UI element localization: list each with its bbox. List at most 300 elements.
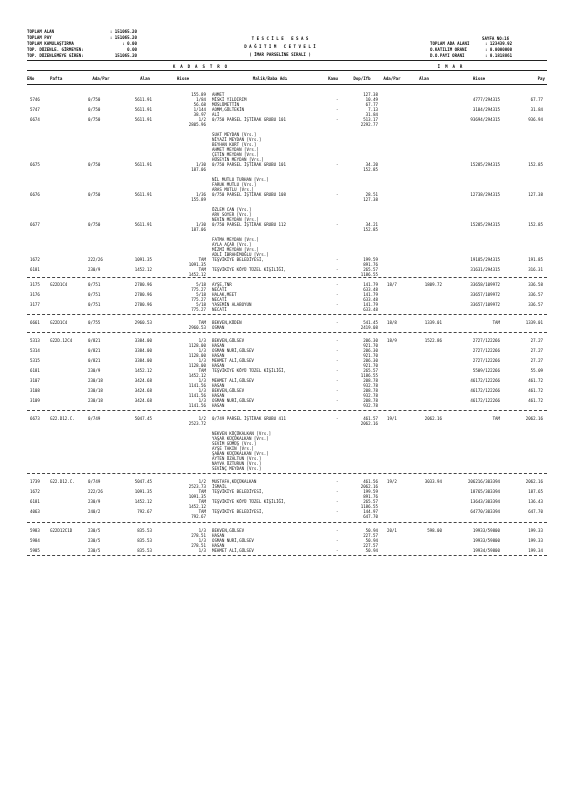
cell-dop: 2292.77 xyxy=(360,122,378,127)
cell-malik: MİSKİ YILDIRIM xyxy=(212,97,247,102)
column-header: Pay xyxy=(537,76,545,81)
cell-hisse: 278.51 xyxy=(191,533,206,538)
cell-dop: 208.78 xyxy=(363,378,378,383)
cell-pay: 461.72 xyxy=(528,398,543,403)
cell-pafta: G22D12C1D xyxy=(50,528,73,533)
cell-ada-par: 0/751 xyxy=(88,282,101,287)
cell-dop: 199.59 xyxy=(363,257,378,262)
cell-imar-hisse: 4777/294315 xyxy=(472,97,500,102)
cell-dop: 921.70 xyxy=(363,343,378,348)
cell-dop: 2062.16 xyxy=(360,421,378,426)
cell-malik: OSMAN NURİ,GÜLSEV xyxy=(212,348,254,353)
cell-kamu: - xyxy=(336,388,339,393)
cell-hisse: 1/2 xyxy=(198,416,206,421)
cell-kamu: - xyxy=(336,548,339,553)
cell-hisse: 1452.12 xyxy=(188,504,206,509)
cell-pay: 27.27 xyxy=(530,348,543,353)
cell-malik: TEŞVİKİYE BELEDİYESİ, xyxy=(212,509,264,514)
cell-kamu: - xyxy=(336,257,339,262)
cell-malik: SEVİM GÜMÜŞ [Vrs.] xyxy=(212,441,257,446)
cell-ada-par: 222/26 xyxy=(88,257,103,262)
cell-malik: ARAS MUTLU [Vrs.] xyxy=(212,187,254,192)
cell-eno: 6677 xyxy=(30,222,40,227)
cell-eno: 6181 xyxy=(30,267,40,272)
cell-eno: 6674 xyxy=(30,117,40,122)
cell-malik: FATMA MEYDAN [Vrs.] xyxy=(212,237,259,242)
cell-hisse: 1/3 xyxy=(198,538,206,543)
cell-malik: MEHMET ALİ,GÜLSEV xyxy=(212,548,254,553)
cell-pay: 136.43 xyxy=(528,499,543,504)
cell-hisse: 1/30 xyxy=(196,162,206,167)
cell-hisse: 1452.12 xyxy=(188,272,206,277)
cell-alan: 835.53 xyxy=(137,528,152,533)
cell-pafta: G22D.12C4 xyxy=(50,338,73,343)
cell-kamu: - xyxy=(336,489,339,494)
header-total-value: : 151065.20 xyxy=(109,29,137,34)
cell-imar-hisse: 13643/303394 xyxy=(470,499,500,504)
cell-malik: HALAK,MEET xyxy=(212,292,237,297)
cell-imar-alan: 1339.01 xyxy=(424,320,442,325)
group-separator xyxy=(27,277,547,278)
cell-malik: AYLA AÇAR [Vrs.] xyxy=(212,242,252,247)
cell-dop: 633.48 xyxy=(363,287,378,292)
cell-dop: 932.78 xyxy=(363,403,378,408)
cell-imar-ada-par: 18/8 xyxy=(387,320,397,325)
cell-kamu: - xyxy=(336,378,339,383)
cell-malik: ALİ xyxy=(212,112,220,117)
section-divider xyxy=(27,70,547,71)
cell-imar-hisse: 46172/122266 xyxy=(470,398,500,403)
cell-hisse: 1/3 xyxy=(198,338,206,343)
cell-hisse: TAM xyxy=(198,509,206,514)
cell-dop: 141.79 xyxy=(363,282,378,287)
column-header: Alan xyxy=(140,76,150,81)
cell-hisse: 2523.73 xyxy=(188,484,206,489)
cell-kamu: - xyxy=(336,292,339,297)
cell-ada-par: 230/5 xyxy=(88,548,101,553)
cell-malik: BEKVEN,GÜLSEV xyxy=(212,338,245,343)
cell-alan: 3424.68 xyxy=(134,398,152,403)
cell-pay: 67.77 xyxy=(530,97,543,102)
cell-malik: MUSTAFA,KÜÇÜKALKAN xyxy=(212,479,257,484)
cell-kamu: - xyxy=(336,267,339,272)
cell-alan: 835.53 xyxy=(137,538,152,543)
cell-malik: BEYHAN KURT [Vrs.] xyxy=(212,142,257,147)
cell-dop: 67.77 xyxy=(365,102,378,107)
cell-malik: NİL MUTLU TURHAN [Vrs.] xyxy=(212,177,269,182)
cell-malik: OSMAN NURİ,GÜLSEV xyxy=(212,538,254,543)
cell-pafta: G22.D12.C. xyxy=(50,416,75,421)
cell-pafta: G22.D12.C. xyxy=(50,479,75,484)
cell-dop: 31.84 xyxy=(365,112,378,117)
cell-hisse: 775.27 xyxy=(191,287,206,292)
cell-imar-hisse: 15285/294315 xyxy=(470,162,500,167)
cell-malik: MEHMET ALİ,GÜLSEV xyxy=(212,378,254,383)
cell-eno: 5983 xyxy=(30,528,40,533)
cell-imar-hisse: 12738/294315 xyxy=(470,192,500,197)
cell-eno: 5985 xyxy=(30,548,40,553)
header-ratio-label: TOPLAM ADA ALANI xyxy=(430,41,470,46)
page-number: SAYFA NO:16 xyxy=(482,36,510,41)
cell-dop: 127.38 xyxy=(363,197,378,202)
cell-dop: 461.57 xyxy=(363,416,378,421)
cell-hisse: 2523.72 xyxy=(188,421,206,426)
cell-kamu: - xyxy=(336,479,339,484)
cell-malik: OSMAN NURİ,GÜLSEV xyxy=(212,398,254,403)
cell-pay: 336.57 xyxy=(528,292,543,297)
cell-malik: HASAN xyxy=(212,343,225,348)
cell-hisse: 1/30 xyxy=(196,222,206,227)
cell-dop: 50.94 xyxy=(365,548,378,553)
cell-pay: 336.57 xyxy=(528,302,543,307)
cell-malik: NECATİ xyxy=(212,307,227,312)
cell-kamu: - xyxy=(336,358,339,363)
cell-pay: 1339.01 xyxy=(525,320,543,325)
header-ratio-value: : 0.1818861 xyxy=(485,53,513,58)
header-total-value: 0.00 xyxy=(127,47,137,52)
cell-malik: NİYAZİ MEYDAN [Vrs.] xyxy=(212,137,262,142)
column-header: Dop/Ifb xyxy=(353,76,371,81)
cell-dop: 152.85 xyxy=(363,167,378,172)
cell-imar-hisse: 33658/109972 xyxy=(470,282,500,287)
cell-imar-hisse: 3184/294315 xyxy=(472,107,500,112)
cell-hisse: 1/144 xyxy=(193,107,206,112)
cell-malik: 0/750 PARSEL İŞTİRAK GRUBU 101 xyxy=(212,117,286,122)
cell-pay: 187.65 xyxy=(528,489,543,494)
cell-pay: 199.33 xyxy=(528,528,543,533)
cell-ada-par: 230/5 xyxy=(88,538,101,543)
cell-malik: 0/750 PARSEL İŞTİRAK GRUBU 112 xyxy=(212,222,286,227)
cell-ada-par: 230/9 xyxy=(88,499,101,504)
cell-pay: 27.27 xyxy=(530,338,543,343)
cell-kamu: - xyxy=(336,282,339,287)
cell-hisse: 1/3 xyxy=(198,378,206,383)
cell-imar-alan: 2062.16 xyxy=(424,416,442,421)
cell-imar-hisse: 46172/122266 xyxy=(470,378,500,383)
cell-dop: 227.57 xyxy=(363,533,378,538)
cell-alan: 3384.00 xyxy=(134,348,152,353)
cell-hisse: 56.68 xyxy=(193,102,206,107)
cell-hisse: 1/3 xyxy=(198,398,206,403)
cell-hisse: TAM xyxy=(198,257,206,262)
header-total-label: TOP. DÜZENLEMEYE GİREN: xyxy=(27,53,84,58)
cell-pafta: G22D1C4 xyxy=(50,320,68,325)
cell-eno: 6181 xyxy=(30,499,40,504)
cell-kamu: - xyxy=(336,320,339,325)
cell-eno: 3175 xyxy=(30,282,40,287)
cell-pay: 647.70 xyxy=(528,509,543,514)
section-kadastro: K A D A S T R O xyxy=(172,64,228,69)
cell-dop: 50.94 xyxy=(365,538,378,543)
cell-hisse: 1452.12 xyxy=(188,373,206,378)
cell-ada-par: 0/750 xyxy=(88,222,101,227)
cell-pay: 152.85 xyxy=(528,222,543,227)
cell-imar-hisse: 2727/122266 xyxy=(472,348,500,353)
cell-imar-hisse: 18765/303394 xyxy=(470,489,500,494)
cell-kamu: - xyxy=(336,107,339,112)
cell-ada-par: 0/750 xyxy=(88,162,101,167)
cell-imar-hisse: 46172/122266 xyxy=(470,388,500,393)
cell-ada-par: 0/755 xyxy=(88,320,101,325)
cell-dop: 541.45 xyxy=(363,320,378,325)
cell-hisse: 1141.56 xyxy=(188,393,206,398)
cell-dop: 208.78 xyxy=(363,398,378,403)
section-imar: İ M A R xyxy=(437,64,463,69)
cell-malik: MİZMİ MEYDAN [Vrs.] xyxy=(212,247,259,252)
cell-ada-par: 222/26 xyxy=(88,489,103,494)
cell-malik: TEŞVİKİYE KÖYÜ TÜZEL KİŞİLİĞİ, xyxy=(212,499,286,504)
cell-kamu: - xyxy=(336,368,339,373)
cell-ada-par: 230/18 xyxy=(88,388,103,393)
cell-malik: OSMAN xyxy=(212,325,225,330)
cell-alan: 5047.45 xyxy=(134,479,152,484)
cell-kamu: - xyxy=(336,348,339,353)
cell-malik: AHMET MEYDAN [Vrs.] xyxy=(212,147,259,152)
cell-alan: 2780.96 xyxy=(134,282,152,287)
cell-dop: 1186.55 xyxy=(360,373,378,378)
cell-eno: 5314 xyxy=(30,348,40,353)
cell-kamu: - xyxy=(336,97,339,102)
cell-malik: TEŞVİKİYE KÖYÜ TÜZEL KİŞİLİĞİ, xyxy=(212,368,286,373)
cell-kamu: - xyxy=(336,222,339,227)
cell-malik: AYŞE TAKIN [Vrs.] xyxy=(212,446,254,451)
cell-malik: NEKVEN KÜÇÜKALKAN [Vrs.] xyxy=(212,431,272,436)
cell-pay: 316.31 xyxy=(528,267,543,272)
header-total-label: TOPLAM KAMULAŞTIRMA xyxy=(27,41,74,46)
cell-dop: 461.56 xyxy=(363,479,378,484)
cell-dop: 199.59 xyxy=(363,489,378,494)
cell-pay: 152.85 xyxy=(528,162,543,167)
header-total-value: : 151065.20 xyxy=(109,35,137,40)
cell-ada-par: 0/821 xyxy=(88,338,101,343)
column-header: ENo xyxy=(27,76,35,81)
cell-imar-ada-par: 18/7 xyxy=(387,282,397,287)
cell-ada-par: 240/2 xyxy=(88,509,101,514)
column-header: Hisse xyxy=(472,76,486,81)
cell-eno: 1739 xyxy=(30,479,40,484)
cell-imar-ada-par: 19/1 xyxy=(387,416,397,421)
cell-dop: 127.38 xyxy=(363,92,378,97)
cell-dop: 28.51 xyxy=(365,192,378,197)
cell-ada-par: 230/9 xyxy=(88,267,101,272)
cell-ada-par: 230/18 xyxy=(88,378,103,383)
cell-ada-par: 0/751 xyxy=(88,292,101,297)
cell-hisse: 775.27 xyxy=(191,297,206,302)
cell-hisse: 1/3 xyxy=(198,388,206,393)
cell-pay: 31.84 xyxy=(530,107,543,112)
cell-dop: 921.70 xyxy=(363,363,378,368)
cell-imar-hisse: 31631/294315 xyxy=(470,267,500,272)
cell-hisse: 187.06 xyxy=(191,167,206,172)
cell-hisse: 1141.56 xyxy=(188,383,206,388)
cell-imar-hisse: 93694/294315 xyxy=(470,117,500,122)
cell-ada-par: 0/750 xyxy=(88,117,101,122)
header-total-label: TOPLAM PAY xyxy=(27,35,52,40)
cell-dop: 265.57 xyxy=(363,267,378,272)
cell-eno: 5315 xyxy=(30,358,40,363)
cell-dop: 265.57 xyxy=(363,368,378,373)
cell-dop: 144.97 xyxy=(363,509,378,514)
cell-kamu: - xyxy=(336,117,339,122)
cell-eno: 1672 xyxy=(30,257,40,262)
cell-malik: ÇETİN MEYDAN [Vrs.] xyxy=(212,152,259,157)
cell-malik: ŞABAN KÜÇÜKALKAN [Vrs.] xyxy=(212,451,269,456)
cell-eno: 6676 xyxy=(30,192,40,197)
cell-dop: 34.21 xyxy=(365,222,378,227)
document-subtitle: D A Ğ I T I M C E T V E L İ xyxy=(244,44,316,49)
cell-malik: NECATİ xyxy=(212,297,227,302)
header-total-value: 151065.20 xyxy=(114,53,137,58)
cell-malik: NAYVA ÖZTURUN [Vrs.] xyxy=(212,461,262,466)
cell-imar-hisse: 64770/303394 xyxy=(470,509,500,514)
cell-pay: 2062.16 xyxy=(525,479,543,484)
cell-malik: HASAN xyxy=(212,403,225,408)
cell-eno: 4063 xyxy=(30,509,40,514)
cell-alan: 3424.68 xyxy=(134,378,152,383)
header-ratio-value: : 123439.92 xyxy=(485,41,513,46)
cell-dop: 206.30 xyxy=(363,358,378,363)
header-total-label: TOPLAM ALAN xyxy=(27,29,55,34)
cell-dop: 227.57 xyxy=(363,543,378,548)
cell-pay: 936.94 xyxy=(528,117,543,122)
cell-malik: ADLİ İBRAHİMOĞLU [Vrs.] xyxy=(212,252,269,257)
cell-dop: 265.57 xyxy=(363,499,378,504)
cell-ada-par: 0/750 xyxy=(88,192,101,197)
cell-dop: 2062.16 xyxy=(360,484,378,489)
cell-kamu: - xyxy=(336,416,339,421)
cell-malik: 0/750 PARSEL İŞTİRAK GRUBU 108 xyxy=(212,192,286,197)
cell-imar-ada-par: 18/9 xyxy=(387,338,397,343)
cell-ada-par: 0/821 xyxy=(88,348,101,353)
cell-dop: 10.49 xyxy=(365,97,378,102)
cell-eno: 5746 xyxy=(30,97,40,102)
cell-hisse: TAM xyxy=(198,368,206,373)
cell-hisse: 1/2 xyxy=(198,117,206,122)
cell-malik: HÜSEYİN MEYDAN [Vrs.] xyxy=(212,157,264,162)
cell-hisse: 1128.00 xyxy=(188,353,206,358)
cell-imar-hisse: TAM xyxy=(492,416,500,421)
header-total-label: TOP. DÜZENLE. GİRMEYEN: xyxy=(27,47,84,52)
cell-malik: HASAN xyxy=(212,353,225,358)
header-ratio-label: D.O.PAYI ORANI xyxy=(430,53,465,58)
cell-ada-par: 0/821 xyxy=(88,358,101,363)
cell-eno: 3107 xyxy=(30,378,40,383)
cell-malik: ARV SOYER [Vrs.] xyxy=(212,212,252,217)
cell-imar-hisse: 19933/59800 xyxy=(472,528,500,533)
cell-hisse: 1/2 xyxy=(198,479,206,484)
cell-malik: NECATİ xyxy=(212,287,227,292)
cell-alan: 5611.91 xyxy=(134,192,152,197)
cell-hisse: 775.27 xyxy=(191,307,206,312)
cell-hisse: 5/18 xyxy=(196,292,206,297)
cell-hisse: 1091.35 xyxy=(188,262,206,267)
cell-hisse: TAM xyxy=(198,320,206,325)
cell-alan: 835.53 xyxy=(137,548,152,553)
cell-malik: İSMAİL xyxy=(212,484,227,489)
cell-malik: BEKVEN,GÜLSEV xyxy=(212,388,245,393)
cell-hisse: 1/3 xyxy=(198,548,206,553)
cell-alan: 1091.35 xyxy=(134,489,152,494)
cell-imar-ada-par: 19/2 xyxy=(387,479,397,484)
cell-eno: 3176 xyxy=(30,292,40,297)
cell-hisse: TAM xyxy=(198,267,206,272)
cell-alan: 5611.91 xyxy=(134,162,152,167)
cell-alan: 5611.91 xyxy=(134,107,152,112)
cell-dop: 891.76 xyxy=(363,262,378,267)
cell-imar-hisse: 206216/303394 xyxy=(467,479,500,484)
cell-imar-alan: 1522.86 xyxy=(424,338,442,343)
cell-hisse: 187.06 xyxy=(191,227,206,232)
cell-alan: 2780.96 xyxy=(134,292,152,297)
cell-eno: 3177 xyxy=(30,302,40,307)
cell-alan: 1452.12 xyxy=(134,499,152,504)
cell-hisse: 278.51 xyxy=(191,543,206,548)
cell-dop: 34.20 xyxy=(365,162,378,167)
cell-imar-alan: 598.00 xyxy=(427,528,442,533)
cell-kamu: - xyxy=(336,192,339,197)
cell-malik: AOMM,GÜLTEKİN xyxy=(212,107,245,112)
cell-malik: AHMET xyxy=(212,92,225,97)
cell-malik: YAŞAR KÜÇÜKALKAN [Vrs.] xyxy=(212,436,269,441)
cell-alan: 3384.00 xyxy=(134,358,152,363)
cell-malik: BEKVEN,GÜLSEV xyxy=(212,528,245,533)
cell-dop: 7.13 xyxy=(368,107,378,112)
cell-alan: 5611.91 xyxy=(134,97,152,102)
header-divider xyxy=(27,60,547,61)
cell-dop: 206.30 xyxy=(363,348,378,353)
header-total-value: : 0.00 xyxy=(122,41,137,46)
cell-hisse: 1/3 xyxy=(198,348,206,353)
cell-malik: BEKVEN,KÜDEN xyxy=(212,320,242,325)
group-separator xyxy=(27,314,547,315)
cell-imar-hisse: 33657/109972 xyxy=(470,292,500,297)
cell-hisse: 5/18 xyxy=(196,282,206,287)
cell-hisse: 1/36 xyxy=(196,192,206,197)
cell-alan: 3424.68 xyxy=(134,388,152,393)
cell-malik: AYŞE,TNR xyxy=(212,282,232,287)
column-header: Ada/Par xyxy=(92,76,110,81)
cell-hisse: 1128.00 xyxy=(188,363,206,368)
cell-dop: 141.79 xyxy=(363,302,378,307)
cell-pay: 127.38 xyxy=(528,192,543,197)
cell-malik: HASAN xyxy=(212,393,225,398)
cell-alan: 792.67 xyxy=(137,509,152,514)
cell-imar-ada-par: 20/1 xyxy=(387,528,397,533)
cell-dop: 921.70 xyxy=(363,353,378,358)
cell-dop: 152.85 xyxy=(363,227,378,232)
header-ratio-value: : 0.0000000 xyxy=(485,47,513,52)
cell-malik: FARUK MUTLU [Vrs.] xyxy=(212,182,257,187)
cell-kamu: - xyxy=(336,528,339,533)
cell-malik: HASAN xyxy=(212,533,225,538)
cell-pafta: G22D1C4 xyxy=(50,282,68,287)
cell-malik: TEŞVİKİYE BELEDİYESİ, xyxy=(212,257,264,262)
cell-ada-par: 230/9 xyxy=(88,368,101,373)
cell-eno: 6675 xyxy=(30,162,40,167)
cell-ada-par: 0/751 xyxy=(88,302,101,307)
cell-dop: 1186.55 xyxy=(360,504,378,509)
cell-kamu: - xyxy=(336,302,339,307)
cell-eno: 5747 xyxy=(30,107,40,112)
cell-malik: HASAN xyxy=(212,543,225,548)
document-title: T E S C İ L E E S A S xyxy=(251,36,309,41)
cell-pay: 336.58 xyxy=(528,282,543,287)
column-header: Alan xyxy=(419,76,429,81)
cell-imar-hisse: 19933/59800 xyxy=(472,538,500,543)
cell-dop: 2419.08 xyxy=(360,325,378,330)
cell-dop: 633.48 xyxy=(363,297,378,302)
cell-imar-alan: 1809.72 xyxy=(424,282,442,287)
